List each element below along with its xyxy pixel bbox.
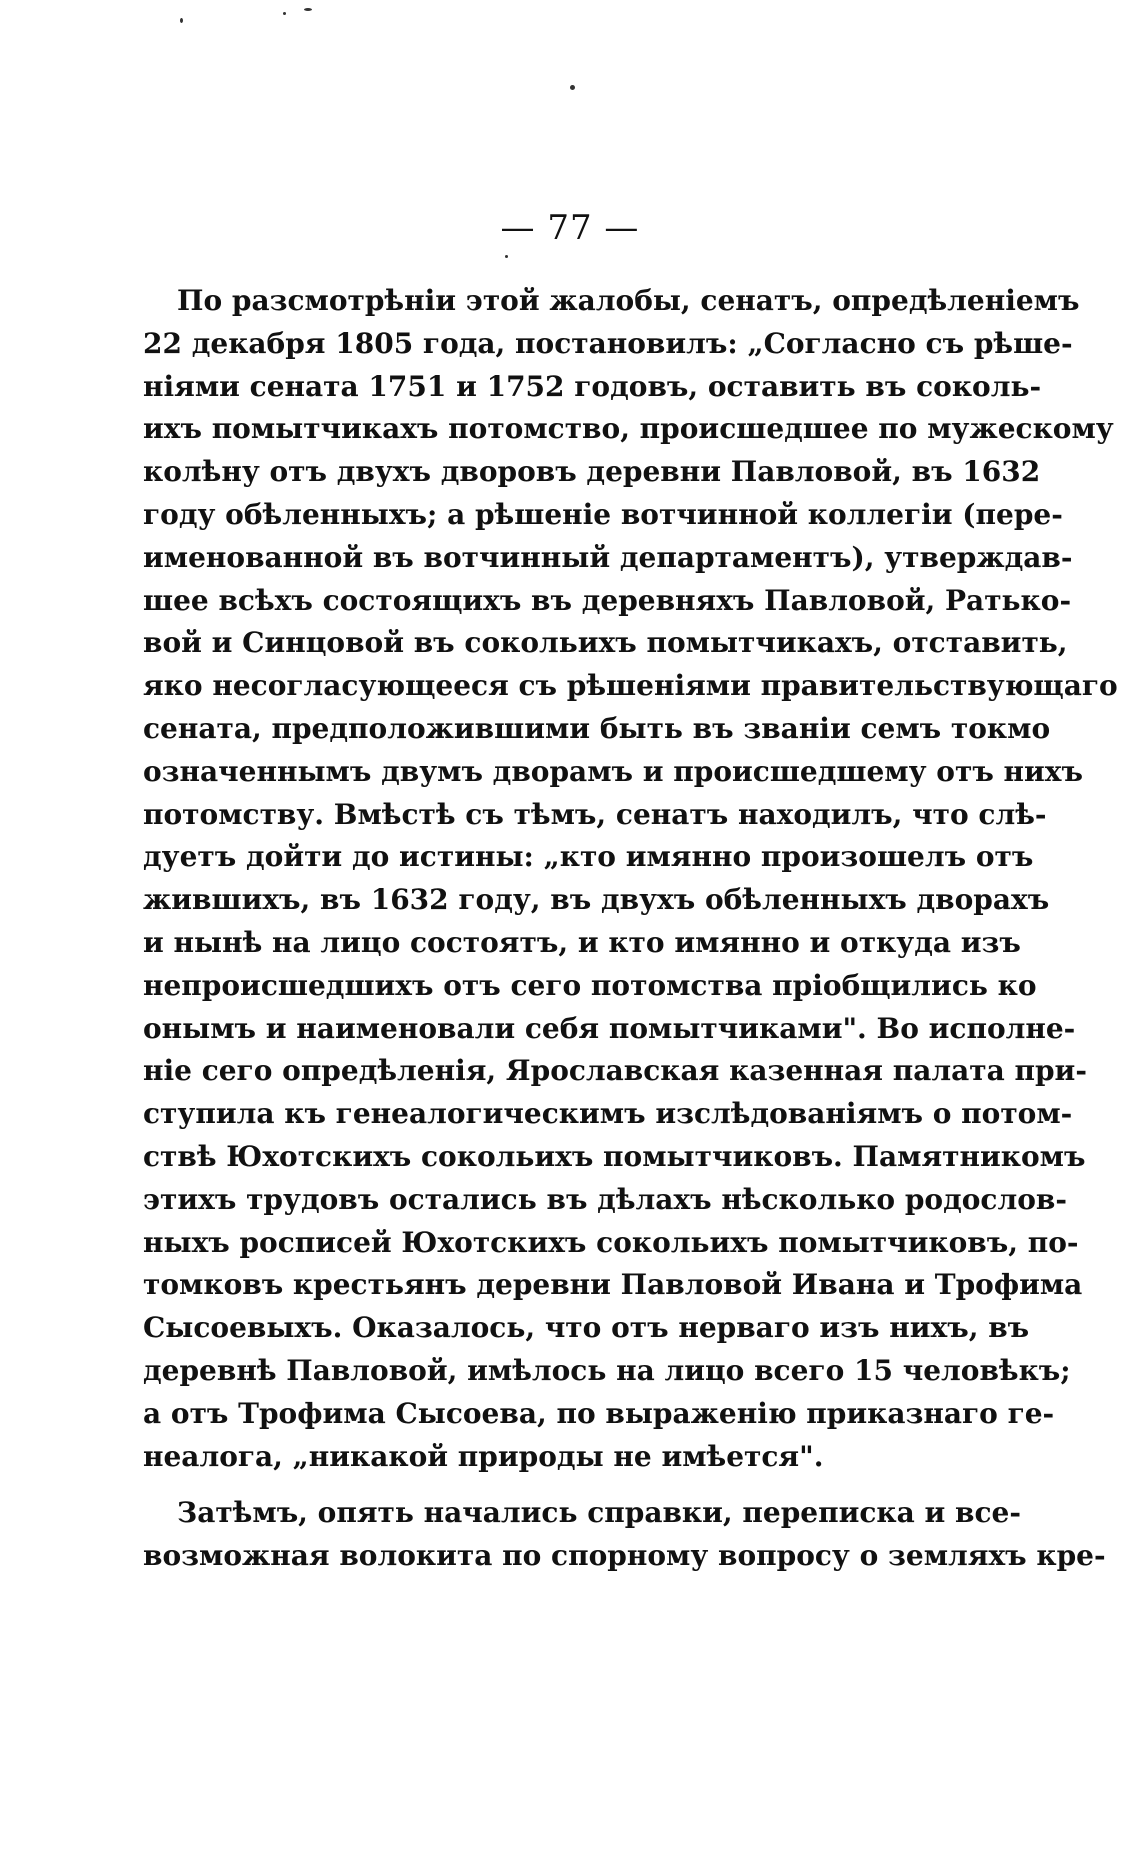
text-line: означеннымъ двумъ дворамъ и происшедшему отъ нихъ [143,754,1083,788]
paragraph-gap [143,1478,935,1492]
paragraph [143,280,1118,1478]
print-speck [505,255,508,258]
text-line: этихъ трудовъ остались въ дѣлахъ нѣсколько родослов- [143,1182,1067,1216]
text-line: сената, предположившими быть въ званіи семъ токмо [143,711,1051,745]
text-line: Сысоевыхъ. Оказалось, что отъ нерваго изъ нихъ, въ [143,1311,1030,1345]
page-number: — 77 — [500,208,640,248]
text-line: ихъ помытчикахъ потомство, происшедшее по мужескому [143,412,1114,446]
text-line: По разсмотрѣніи этой жалобы, сенатъ, опредѣленіемъ [177,284,1080,317]
print-speck [570,85,575,90]
text-line: а отъ Трофима Сысоева, по выраженію приказнаго ге- [143,1396,1055,1430]
text-line: неалога, „никакой природы не имѣется". [143,1439,824,1473]
text-line: вой и Синцовой въ сокольихъ помытчикахъ, отставить, [143,626,1068,660]
text-line: 22 декабря 1805 года, постановилъ: „Согласно съ рѣше- [143,326,1073,360]
text-line: жившихъ, въ 1632 году, въ двухъ обѣленныхъ дворахъ [143,883,1050,917]
text-line: шее всѣхъ состоящихъ въ деревняхъ Павловой, Ратько- [143,583,1072,617]
text-line: томковъ крестьянъ деревни Павловой Ивана и Трофима [143,1268,1083,1302]
text-line: ствѣ Юхотскихъ сокольихъ помытчиковъ. Памятникомъ [143,1139,1086,1173]
print-speck [283,12,286,15]
text-line: непроисшедшихъ отъ сего потомства пріобщились ко [143,968,1037,1002]
text-line: деревнѣ Павловой, имѣлось на лицо всего 15 человѣкъ; [143,1353,1071,1387]
body-text [143,280,1118,1578]
text-line: Затѣмъ, опять начались справки, переписка и все- [177,1496,1021,1530]
text-line: и нынѣ на лицо состоятъ, и кто имянно и откуда изъ [143,925,1021,959]
text-line: ступила къ генеалогическимъ изслѣдованіямъ о потом- [143,1097,1073,1131]
text-line: дуетъ дойти до истины: „кто имянно произошелъ отъ [143,840,1034,874]
text-line: ныхъ росписей Юхотскихъ сокольихъ помытчиковъ, по- [143,1225,1079,1259]
text-line: году обѣленныхъ; а рѣшеніе вотчинной коллегіи (пере- [143,497,1063,531]
text-line: колѣну отъ двухъ дворовъ деревни Павловой, въ 1632 [143,455,1041,489]
text-line: ніями сената 1751 и 1752 годовъ, оставить въ соколь- [143,369,1042,403]
text-line: яко несогласующееся съ рѣшеніями правительствующаго [143,669,1118,703]
text-line: потомству. Вмѣстѣ съ тѣмъ, сенатъ находилъ, что слѣ- [143,797,1047,831]
text-line: онымъ и наименовали себя помытчиками". Во исполне- [143,1011,1076,1045]
print-speck [180,18,183,23]
print-speck [304,8,312,11]
paragraph [143,1492,1106,1578]
text-line: возможная волокита по спорному вопросу о земляхъ кре- [143,1539,1106,1573]
text-line: ніе сего опредѣленія, Ярославская казенная палата при- [143,1054,1087,1088]
text-line: именованной въ вотчинный департаментъ), утверждав- [143,540,1073,574]
